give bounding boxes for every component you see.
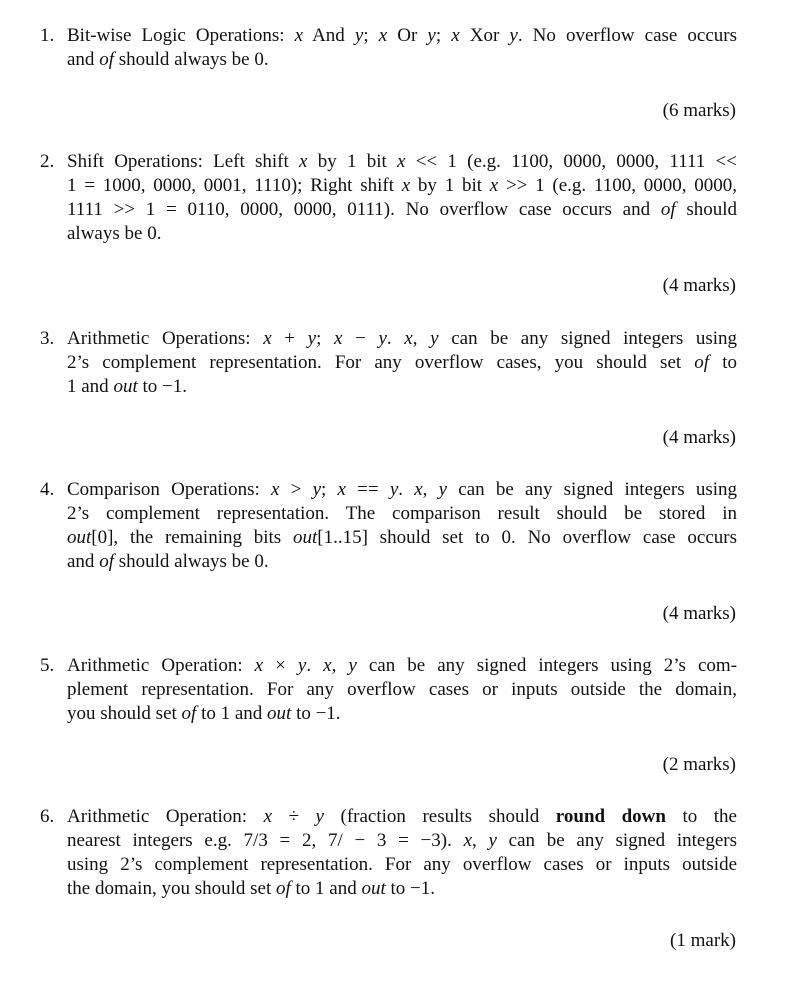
marks-label: (4 marks) <box>662 603 736 624</box>
question-number: 2. <box>40 151 55 172</box>
question-text-line: using 2’s complement representation. For any overflow cases or inputs outside <box>67 854 737 875</box>
question-text-line: plement representation. For any overflow cases or inputs outside the domain, <box>67 679 737 700</box>
question-text-line: Shift Operations: Left shift x by 1 bit x << 1 (e.g. 1100, 0000, 0000, 1111 << <box>67 151 737 172</box>
question-text-line: Arithmetic Operation: x × y. x, y can be any signed integers using 2’s com- <box>67 655 738 676</box>
marks-label: (1 mark) <box>670 930 736 951</box>
question-number: 6. <box>40 806 55 827</box>
question-text-line: Bit-wise Logic Operations: x And y; x Or y; x Xor y. No overflow case occurs <box>67 25 737 46</box>
question-text-line: Arithmetic Operation: x ÷ y (fraction results should round down to the <box>67 806 737 827</box>
question-text-line: and of should always be 0. <box>67 551 269 572</box>
question-text-line: always be 0. <box>67 223 162 244</box>
marks-label: (6 marks) <box>662 100 736 121</box>
question-text-line: 2’s complement representation. The comparison result should be stored in <box>67 503 737 524</box>
question-number: 5. <box>40 655 55 676</box>
question-number: 1. <box>40 25 55 46</box>
marks-label: (4 marks) <box>662 275 736 296</box>
question-text-line: 1 and out to −1. <box>67 376 187 397</box>
question-text-line: 1111 >> 1 = 0110, 0000, 0000, 0111). No overflow case occurs and of should <box>67 199 738 220</box>
question-text-line: nearest integers e.g. 7/3 = 2, 7/ − 3 = −3). x, y can be any signed integers <box>67 830 738 851</box>
question-text-line: you should set of to 1 and out to −1. <box>67 703 341 724</box>
question-text-line: 1 = 1000, 0000, 0001, 1110); Right shift x by 1 bit x >> 1 (e.g. 1100, 0000, 0000, <box>67 175 737 196</box>
question-number: 3. <box>40 328 55 349</box>
question-text-line: Arithmetic Operations: x + y; x − y. x, y can be any signed integers using <box>67 328 738 349</box>
question-text-line: Comparison Operations: x > y; x == y. x, y can be any signed integers using <box>67 479 738 500</box>
question-number: 4. <box>40 479 55 500</box>
question-text-line: and of should always be 0. <box>67 49 269 70</box>
question-text-line: out[0], the remaining bits out[1..15] should set to 0. No overflow case occurs <box>67 527 737 548</box>
question-text-line: the domain, you should set of to 1 and out to −1. <box>67 878 436 899</box>
marks-label: (4 marks) <box>662 427 736 448</box>
question-text-line: 2’s complement representation. For any overflow cases, you should set of to <box>67 352 737 373</box>
marks-label: (2 marks) <box>662 754 736 775</box>
